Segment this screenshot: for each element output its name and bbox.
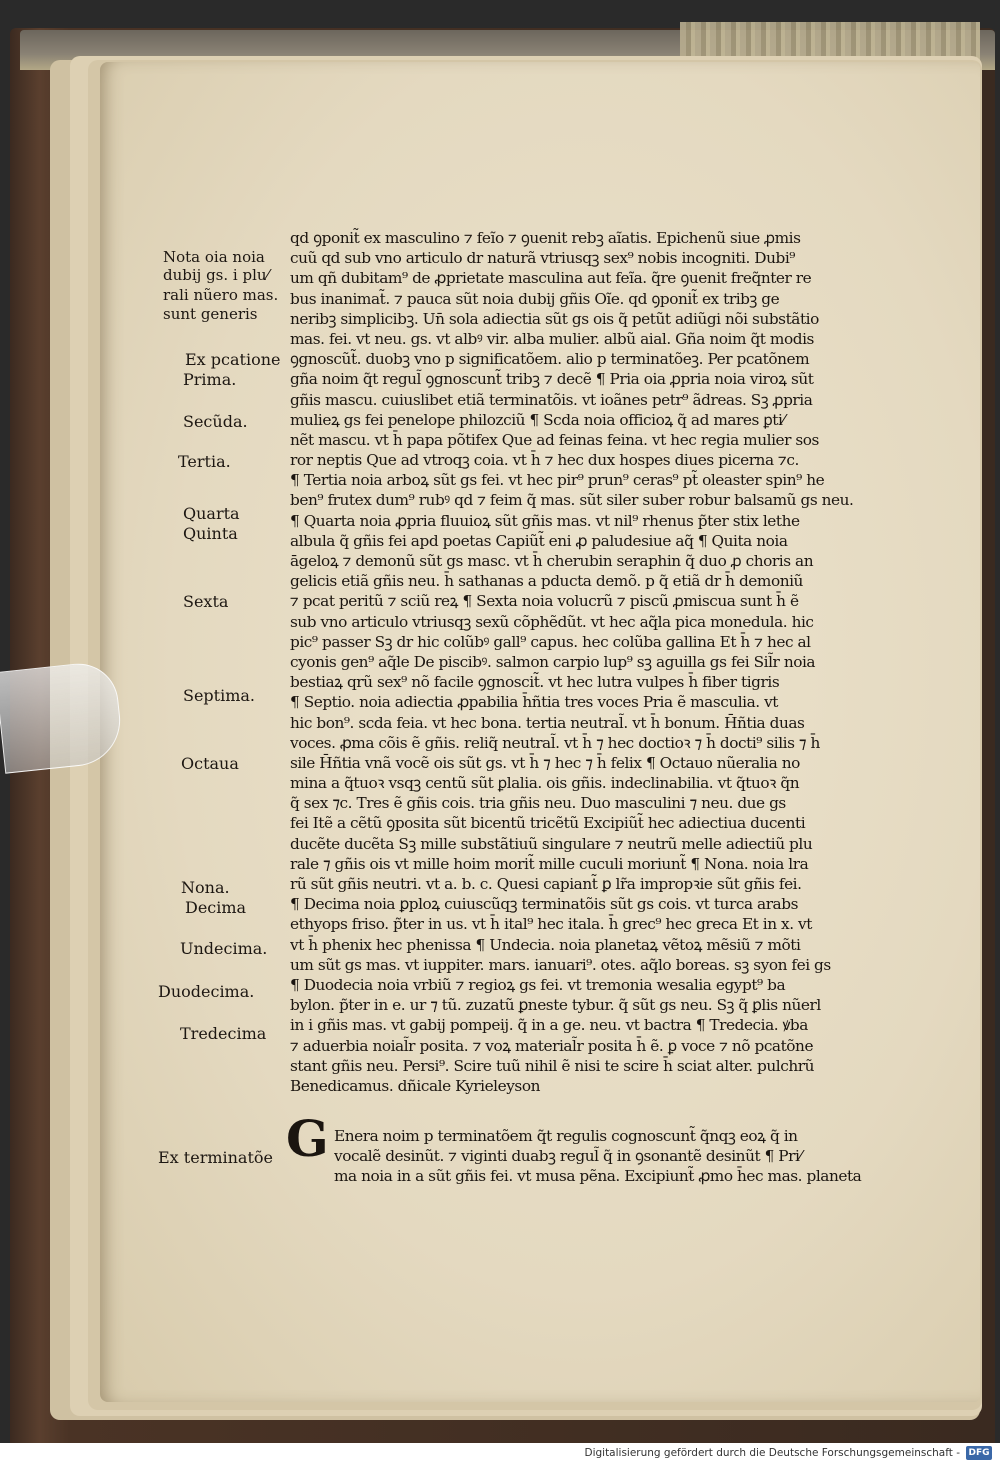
main-text-block bbox=[290, 228, 878, 1096]
text-line: ben⁹ frutex dum⁹ rubꝰ qd ⁊ feim q̃ mas. sũt siler suber robur balsamũ gs neu. bbox=[290, 491, 854, 510]
text-line: sub vno articulo vtriusqꝫ sexũ cõphẽdũt. vt hec aq̃la pica monedula. hic bbox=[290, 612, 814, 631]
text-line: um qñ dubitam⁹ de ꝓprietate masculina aut feĩa. q̃re ꝯuenit freq̃nter re bbox=[290, 269, 812, 288]
text-line: nẽt mascu. vt h̄ papa põtifex Que ad feinas feina. vt hec regia mulier sos bbox=[290, 430, 819, 449]
text-line: ethyops friso. p̃ter in us. vt h̄ ital⁹ hec itala. h̄ grec⁹ hec greca Et in x. vt bbox=[290, 915, 812, 934]
text-line: vt h̄ phenix hec phenissa ¶ Undecia. noia planetaꝝ vẽtoꝝ mẽsiũ ⁊ mõti bbox=[290, 935, 801, 954]
margin-note: Quarta bbox=[183, 504, 240, 523]
footer-bar bbox=[0, 1443, 1000, 1465]
text-line: ¶ Tertia noia arboꝝ sũt gs fei. vt hec pir⁹ prun⁹ ceras⁹ pt̃ oleaster spin⁹ he bbox=[290, 471, 825, 490]
margin-note: Prima. bbox=[183, 370, 237, 389]
text-line: rale ⁊ gñis ois vt mille hoim morit̃ mille cuculi moriunt̃ ¶ Nona. noia lra bbox=[290, 854, 809, 873]
margin-note: Sexta bbox=[183, 592, 229, 611]
margin-note: Undecima. bbox=[180, 939, 268, 958]
text-line: ꝯgnoscũt̃. duobꝫ vno p significatõem. alio p terminatõeꝫ. Per pcatõnem bbox=[290, 350, 810, 369]
text-line: bus inanimat̃. ⁊ pauca sũt noia dubij gñis Oĩe. qd ꝯponit̃ ex tribꝫ ge bbox=[290, 289, 780, 308]
margin-note: sunt generis bbox=[163, 305, 258, 323]
text-line: um sũt gs mas. vt iuppiter. mars. ianuari⁹. otes. aq̃lo boreas. sꝫ syon fei gs bbox=[290, 955, 831, 974]
text-line: bylon. p̃ter in e. ur ⁊ tũ. zuzatũ ꝑneste tybur. q̃ sũt gs neu. Sꝫ q̃ ꝑlis nũerl bbox=[290, 996, 821, 1015]
margin-note: dubij gs. i plu⁄ bbox=[163, 266, 270, 284]
margin-note: Tertia. bbox=[178, 452, 231, 471]
final-text-block bbox=[334, 1126, 878, 1187]
text-line: Benedicamus. dñicale Kyrieleyson bbox=[290, 1076, 540, 1095]
text-line: ducẽte ducẽta Sꝫ mille substãtiuũ singulare ⁊ neutrũ melle adiectiũ plu bbox=[290, 834, 813, 853]
margin-note: Ex pcatione bbox=[185, 350, 281, 369]
text-line: mas. fei. vt neu. gs. vt albꝰ vir. alba mulier. albũ aial. Gña noim q̃t modis bbox=[290, 329, 814, 348]
text-line: bestiaꝝ qrũ sex⁹ nõ facile ꝯgnoscit̃. vt hec lutra vulpes h̄ fiber tigris bbox=[290, 673, 780, 692]
text-line: in i gñis mas. vt gabij pompeij. q̃ in a ge. neu. vt bactra ¶ Tredecia. ꝟba bbox=[290, 1016, 808, 1035]
text-line: neribꝫ simplicibꝫ. Un̄ sola adiectia sũt gs ois q̃ petũt adiũgi nõi substãtio bbox=[290, 309, 819, 328]
footer-credit: Digitalisierung gefördert durch die Deutsche Forschungsgemeinschaft - bbox=[584, 1447, 960, 1459]
margin-note: Ex terminatõe bbox=[158, 1148, 273, 1167]
text-line: ma noia in a sũt gñis fei. vt musa pẽna. Excipiunt̃ ꝓmo h̄ec mas. planeta bbox=[334, 1167, 862, 1186]
text-line: qd ꝯponit̃ ex masculino ⁊ feĩo ⁊ ꝯuenit rebꝫ aĩatis. Epichenũ siue ꝓmis bbox=[290, 229, 801, 247]
text-line: voces. ꝓma cõis ẽ gñis. reliq̃ neutral̃. vt h̄ ⁊ hec doctioꝛ ⁊ h̄ docti⁹ silis ⁊ h̄ bbox=[290, 733, 820, 752]
margin-note: Quinta bbox=[183, 524, 238, 543]
margin-note: Septima. bbox=[183, 686, 256, 705]
margin-note: Tredecima bbox=[180, 1024, 267, 1043]
text-line: mulieꝝ gs fei penelope philozciũ ¶ Scda noia officioꝝ q̃ ad mares ꝑti⁄ bbox=[290, 410, 785, 429]
text-line: gña noim q̃t regul̃ ꝯgnoscunt̃ tribꝫ ⁊ decẽ ¶ Pria oia ꝓpria noia viroꝝ sũt bbox=[290, 370, 814, 389]
text-line: pic⁹ passer Sꝫ dr hic colũbꝰ gall⁹ capus. hec colũba gallina Et h̄ ⁊ hec al bbox=[290, 632, 811, 651]
margin-note: Nona. bbox=[181, 878, 230, 897]
spine-strip bbox=[680, 22, 980, 60]
margin-note: Duodecima. bbox=[158, 982, 255, 1001]
margin-note: Decima bbox=[185, 898, 247, 917]
dfg-logo: DFG bbox=[966, 1446, 992, 1460]
margin-note: rali nũero mas. bbox=[163, 286, 279, 304]
text-line: sile H̄ñtia vnã vocẽ ois sũt gs. vt h̄ ⁊ hec ⁊ h̄ felix ¶ Octauo nũeralia no bbox=[290, 753, 800, 772]
text-line: ror neptis Que ad vtroqꝫ coia. vt h̄ ⁊ hec dux hospes diues picerna ⁊c. bbox=[290, 451, 799, 470]
text-line: stant gñis neu. Persi⁹. Scire tuũ nihil ẽ nisi te scire h̄ sciat alter. pulchrũ bbox=[290, 1056, 815, 1075]
margin-note: Nota oia noia bbox=[163, 248, 265, 266]
text-line: vocalẽ desinũt. ⁊ viginti duabꝫ regul̃ q̃ in ꝯsonantẽ desinũt ¶ Pri⁄ bbox=[334, 1147, 802, 1166]
text-line: ⁊ pcat peritũ ⁊ sciũ reꝝ ¶ Sexta noia volucrũ ⁊ piscũ ꝓmiscua sunt h̄ ẽ bbox=[290, 592, 799, 611]
text-line: rũ sũt gñis neutri. vt a. b. c. Quesi capiant̃ ꝑ lr̃a impropꝛie sũt gñis fei. bbox=[290, 875, 802, 893]
text-line: mina a q̃tuoꝛ vsqꝫ centũ sũt ꝑlalia. ois gñis. indeclinabilia. vt q̃tuoꝛ q̃n bbox=[290, 774, 800, 793]
text-line: Enera noim p terminatõem q̃t regulis cognoscunt̃ q̃nqꝫ eoꝝ q̃ in bbox=[334, 1127, 798, 1145]
text-line: ¶ Duodecia noia vrbiũ ⁊ regioꝝ gs fei. vt tremonia wesalia egypt⁹ ba bbox=[290, 975, 786, 994]
margin-note: Octaua bbox=[181, 754, 239, 773]
text-line: ¶ Decima noia ꝑploꝝ cuiuscũqꝫ terminatõis sũt gs cois. vt turca arabs bbox=[290, 895, 798, 914]
text-line: ¶ Quarta noia ꝓpria fluuioꝝ sũt gñis mas. vt nil⁹ rhenus p̃ter stix lethe bbox=[290, 511, 800, 530]
text-line: ⁊ aduerbia noial̃r posita. ⁊ voꝝ material̃r posita h̄ ẽ. ꝑ voce ⁊ nõ pcatõne bbox=[290, 1036, 814, 1055]
text-line: cuũ qd sub vno articulo dr naturã vtriusqꝫ sex⁹ nobis incogniti. Dubi⁹ bbox=[290, 249, 795, 268]
text-line: q̃ sex ⁊c. Tres ẽ gñis cois. tria gñis neu. Duo masculini ⁊ neu. due gs bbox=[290, 794, 786, 813]
text-line: ¶ Septio. noia adiectia ꝓpabilia h̄ñtia tres voces Pria ẽ masculia. vt bbox=[290, 693, 779, 712]
text-line: gelicis etiã gñis neu. h̄ sathanas a pducta demõ. p q̃ etiã dr h̄ demoniũ bbox=[290, 572, 803, 591]
text-line: cyonis gen⁹ aq̃le De piscibꝰ. salmon carpio lup⁹ sꝫ aguilla gs fei Sil̃r noia bbox=[290, 652, 816, 671]
text-line: fei Itẽ a cẽtũ ꝯposita sũt bicentũ tricẽtũ Excipiũt̃ hec adiectiua ducenti bbox=[290, 814, 806, 833]
text-line: hic bon⁹. scda feia. vt hec bona. tertia neutral̃. vt h̄ bonum. H̄ñtia duas bbox=[290, 713, 805, 732]
text-line: āgeloꝝ ⁊ demonũ sũt gs masc. vt h̄ cherubin seraphin q̃ duo ꝓ choris an bbox=[290, 552, 814, 570]
decorated-initial: G bbox=[286, 1109, 329, 1168]
margin-note: Secũda. bbox=[183, 412, 248, 431]
text-line: albula q̃ gñis fei apd poetas Capiũt̃ eni ꝓ paludesiue aq̃ ¶ Quita noia bbox=[290, 531, 788, 550]
text-line: gñis mascu. cuiuslibet etiã terminatõis. vt ioãnes petr⁹ ãdreas. Sꝫ ꝓpria bbox=[290, 390, 813, 409]
